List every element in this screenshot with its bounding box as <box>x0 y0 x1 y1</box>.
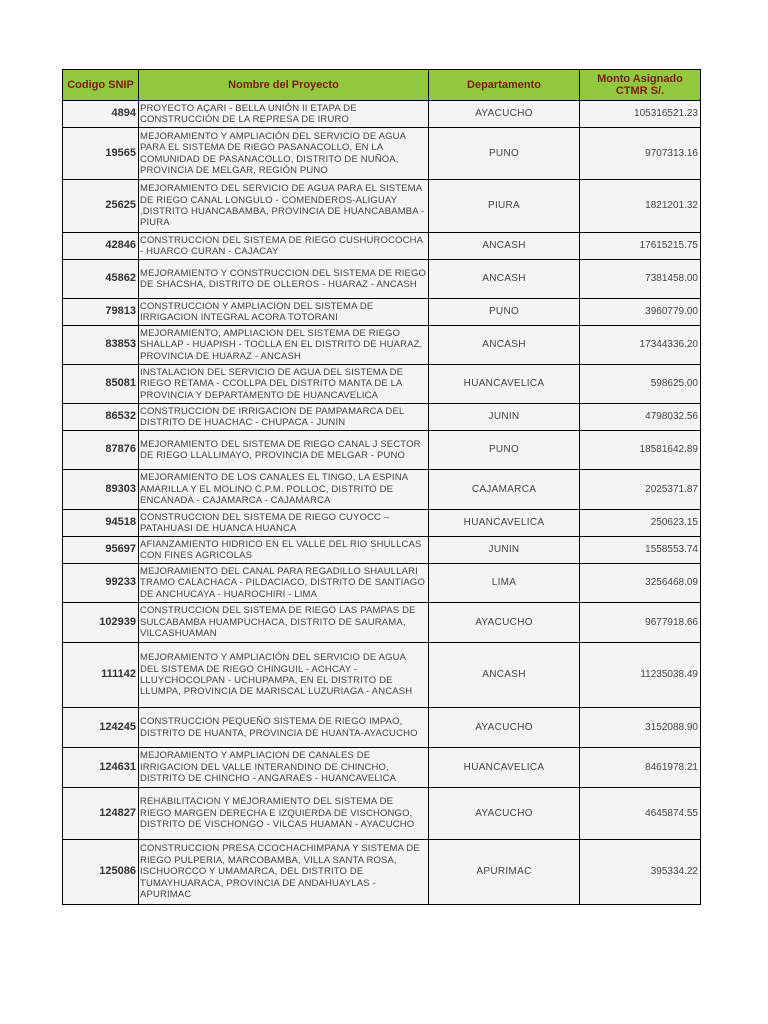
table-row <box>63 260 701 299</box>
amount: 2025371.87 <box>580 470 701 510</box>
snip-code: 125086 <box>63 840 139 905</box>
snip-code: 83853 <box>63 326 139 365</box>
table-row <box>63 365 701 404</box>
amount: 3960779.00 <box>580 299 701 326</box>
table-row <box>63 510 701 537</box>
project-name: CONSTRUCCION DEL SISTEMA DE RIEGO LAS PAMPAS DE SULCABAMBA HUAMPUCHACA, DISTRITO DE SAURAMA, VILCASHUAMAN <box>139 603 429 643</box>
table-row <box>63 233 701 260</box>
project-name: CONSTRUCCION Y AMPLIACION DEL SISTEMA DE IRRIGACION INTEGRAL ACORA TOTORANI <box>139 299 429 326</box>
header-project-name: Nombre del Proyecto <box>139 70 429 101</box>
project-name: CONSTRUCCION PEQUEÑO SISTEMA DE RIEGO IMPAO, DISTRITO DE HUANTA, PROVINCIA DE HUANTA-AYACUCHO <box>139 708 429 748</box>
project-name: MEJORAMIENTO DE LOS CANALES EL TINGO, LA ESPINA AMARILLA Y EL MOLINO C.P.M. POLLOC, DISTRITO DE ENCANADA - CAJAMARCA - CAJAMARCA <box>139 470 429 510</box>
snip-code: 87876 <box>63 431 139 470</box>
amount: 1558553.74 <box>580 537 701 564</box>
amount: 9677918.66 <box>580 603 701 643</box>
table-row <box>63 708 701 748</box>
table-row <box>63 431 701 470</box>
project-name: MEJORAMIENTO DEL CANAL PARA REGADILLO SHAULLARI TRAMO CALACHACA - PILDACIACO, DISTRITO DE SANTIAGO DE ANCHUCAYA - HUAROCHIRI - LIMA <box>139 564 429 603</box>
department: AYACUCHO <box>429 101 580 128</box>
snip-code: 79813 <box>63 299 139 326</box>
department: ANCASH <box>429 233 580 260</box>
department: APURIMAC <box>429 840 580 905</box>
project-name: MEJORAMIENTO Y AMPLIACIÓN DEL SERVICIO DE AGUA DEL SISTEMA DE RIEGO CHINGUIL - ACHCAY - LLUYCHOCOLPAN - UCHUPAMPA, EN EL DISTRITO DE LLUMPA, PROVINCIA DE MARISCAL LUZURIAGA - ANCASH <box>139 643 429 708</box>
snip-code: 89303 <box>63 470 139 510</box>
amount: 7381458.00 <box>580 260 701 299</box>
table-row <box>63 404 701 431</box>
amount: 3152088.90 <box>580 708 701 748</box>
amount: 9707313.16 <box>580 128 701 180</box>
amount: 250623.15 <box>580 510 701 537</box>
header-department: Departamento <box>429 70 580 101</box>
project-name: PROYECTO AÇARI - BELLA UNIÓN II ETAPA DE CONSTRUCCIÓN DE LA REPRESA DE IRURO <box>139 101 429 128</box>
projects-table <box>62 69 701 905</box>
department: ANCASH <box>429 643 580 708</box>
snip-code: 111142 <box>63 643 139 708</box>
amount: 598625.00 <box>580 365 701 404</box>
snip-code: 99233 <box>63 564 139 603</box>
snip-code: 4894 <box>63 101 139 128</box>
snip-code: 86532 <box>63 404 139 431</box>
project-name: MEJORAMIENTO Y AMPLIACION DE CANALES DE IRRIGACION DEL VALLE INTERANDINO DE CHINCHO, DISTRITO DE CHINCHO - ANGARAES - HUANCAVELICA <box>139 748 429 788</box>
snip-code: 42846 <box>63 233 139 260</box>
table-row <box>63 180 701 233</box>
table-row <box>63 326 701 365</box>
department: LIMA <box>429 564 580 603</box>
snip-code: 94518 <box>63 510 139 537</box>
department: HUANCAVELICA <box>429 748 580 788</box>
table-row <box>63 643 701 708</box>
department: AYACUCHO <box>429 603 580 643</box>
header-row <box>63 70 701 101</box>
amount: 4798032.56 <box>580 404 701 431</box>
department: HUANCAVELICA <box>429 510 580 537</box>
snip-code: 19565 <box>63 128 139 180</box>
amount: 1821201.32 <box>580 180 701 233</box>
table-row <box>63 537 701 564</box>
project-name: CONSTRUCCION DEL SISTEMA DE RIEGO CUYOCC – PATAHUASI DE HUANCA HUANCA <box>139 510 429 537</box>
department: AYACUCHO <box>429 708 580 748</box>
amount: 3256468.09 <box>580 564 701 603</box>
table-row <box>63 603 701 643</box>
project-name: MEJORAMIENTO Y AMPLIACIÓN DEL SERVICIO DE AGUA PARA EL SISTEMA DE RIEGO PASANACOLLO, EN LA COMUNIDAD DE PASANACOLLO, DISTRITO DE NUÑOA, PROVINCIA DE MELGAR, REGIÓN PUNO <box>139 128 429 180</box>
snip-code: 85081 <box>63 365 139 404</box>
project-name: AFIANZAMIENTO HIDRICO EN EL VALLE DEL RIO SHULLCAS CON FINES AGRICOLAS <box>139 537 429 564</box>
project-name: MEJORAMIENTO, AMPLIACION DEL SISTEMA DE RIEGO SHALLAP - HUAPISH - TOCLLA EN EL DISTRITO DE HUARAZ, PROVINCIA DE HUARAZ - ANCASH <box>139 326 429 365</box>
department: ANCASH <box>429 260 580 299</box>
project-name: INSTALACION DEL SERVICIO DE AGUA DEL SISTEMA DE RIEGO RETAMA - CCOLLPA DEL DISTRITO MANTA DE LA PROVINCIA Y DEPARTAMENTO DE HUANCAVELICA <box>139 365 429 404</box>
snip-code: 124245 <box>63 708 139 748</box>
header-amount: Monto Asignado CTMR S/. <box>580 70 701 101</box>
amount: 17615215.75 <box>580 233 701 260</box>
table-row <box>63 748 701 788</box>
snip-code: 45862 <box>63 260 139 299</box>
amount: 18581642.89 <box>580 431 701 470</box>
department: CAJAMARCA <box>429 470 580 510</box>
department: PUNO <box>429 299 580 326</box>
amount: 395334.22 <box>580 840 701 905</box>
department: PUNO <box>429 128 580 180</box>
table-row <box>63 101 701 128</box>
amount: 11235038.49 <box>580 643 701 708</box>
project-name: REHABILITACION Y MEJORAMIENTO DEL SISTEMA DE RIEGO MARGEN DERECHA E IZQUIERDA DE VISCHONGO, DISTRITO DE VISCHONGO - VILCAS HUAMAN - AYACUCHO <box>139 788 429 840</box>
project-name: CONSTRUCCION DEL SISTEMA DE RIEGO CUSHUROCOCHA - HUARCO CURAN - CAJACAY <box>139 233 429 260</box>
project-name: CONSTRUCCION DE IRRIGACION DE PAMPAMARCA DEL DISTRITO DE HUACHAC - CHUPACA - JUNIN <box>139 404 429 431</box>
snip-code: 124827 <box>63 788 139 840</box>
snip-code: 102939 <box>63 603 139 643</box>
department: JUNIN <box>429 404 580 431</box>
table-row <box>63 470 701 510</box>
department: PIURA <box>429 180 580 233</box>
amount: 105316521.23 <box>580 101 701 128</box>
table-row <box>63 840 701 905</box>
snip-code: 124631 <box>63 748 139 788</box>
table-row <box>63 788 701 840</box>
table-row <box>63 128 701 180</box>
header-snip: Codigo SNIP <box>63 70 139 101</box>
amount: 4645874.55 <box>580 788 701 840</box>
amount: 17344336.20 <box>580 326 701 365</box>
snip-code: 25625 <box>63 180 139 233</box>
project-name: CONSTRUCCION PRESA CCOCHACHIMPANA Y SISTEMA DE RIEGO PULPERIA, MARCOBAMBA, VILLA SANTA ROSA, ISCHUORCCO Y UMAMARCA, DEL DISTRITO DE TUMAYHUARACA, PROVINCIA DE ANDAHUAYLAS - APURIMAC <box>139 840 429 905</box>
table-row <box>63 564 701 603</box>
department: JUNIN <box>429 537 580 564</box>
project-name: MEJORAMIENTO Y CONSTRUCCION DEL SISTEMA DE RIEGO DE SHACSHA, DISTRITO DE OLLEROS - HUARAZ - ANCASH <box>139 260 429 299</box>
snip-code: 95697 <box>63 537 139 564</box>
department: ANCASH <box>429 326 580 365</box>
department: PUNO <box>429 431 580 470</box>
department: HUANCAVELICA <box>429 365 580 404</box>
amount: 8461978.21 <box>580 748 701 788</box>
project-name: MEJORAMIENTO DEL SISTEMA DE RIEGO CANAL J SECTOR DE RIEGO LLALLIMAYO, PROVINCIA DE MELGAR - PUNO <box>139 431 429 470</box>
department: AYACUCHO <box>429 788 580 840</box>
table-row <box>63 299 701 326</box>
project-name: MEJORAMIENTO DEL SERVICIO DE AGUA PARA EL SISTEMA DE RIEGO CANAL LONGULO - COMENDEROS-ALIGUAY ,DISTRITO HUANCABAMBA, PROVINCIA DE HUANCABAMBA - PIURA <box>139 180 429 233</box>
